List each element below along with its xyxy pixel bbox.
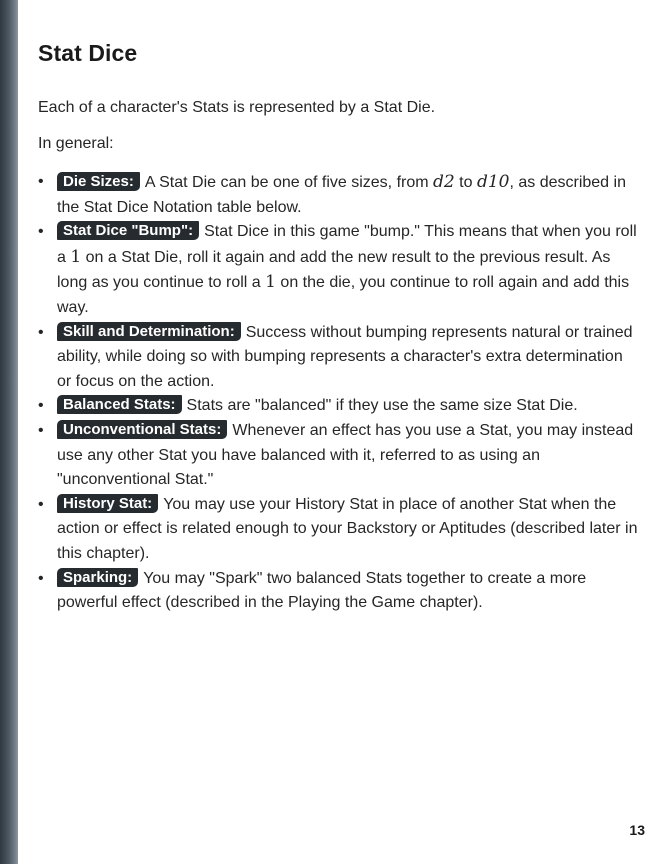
item-text: Success without bumping represents natural or trained ability, while doing so with bumping represents a character's extra determination or focus on the action. [57, 323, 633, 390]
bullet-marker: • [38, 397, 44, 415]
general-label: In general: [38, 135, 114, 152]
term-label: Skill and Determination: [57, 322, 241, 341]
term-label: History Stat: [57, 494, 158, 513]
item-text: You may "Spark" two balanced Stats together to create a more powerful effect (described in the Playing the Game chapter). [57, 569, 587, 612]
list-item-sparking [38, 567, 638, 616]
term-label: Die Sizes: [57, 172, 140, 191]
stat-rules-list [38, 170, 638, 616]
term-label: Unconventional Stats: [57, 420, 227, 439]
item-text: on a Stat Die, roll it again and add the new result to the previous result. As long as you continue to roll a [57, 248, 611, 292]
item-text: , as described in the Stat Dice Notation table below. [57, 174, 626, 216]
item-text: Stat Dice in this game "bump." This means that when you roll a [57, 223, 637, 266]
bullet-marker: • [38, 223, 44, 241]
list-item-unconventional-stats [38, 419, 638, 493]
list-item-skill-determination [38, 321, 638, 395]
bullet-marker: • [38, 421, 44, 439]
math-expression: 1 [70, 246, 82, 267]
item-text: A Stat Die can be one of five sizes, from [144, 174, 434, 191]
term-label: Balanced Stats: [57, 395, 182, 414]
math-expression: 1 [265, 272, 276, 293]
intro-paragraph: Each of a character's Stats is represented by a Stat Die. [38, 99, 436, 116]
bullet-marker: • [38, 569, 44, 587]
document-page [18, 0, 668, 864]
term-label: Sparking: [57, 568, 138, 587]
list-item-balanced-stats [38, 394, 638, 419]
list-item-die-sizes [38, 170, 638, 220]
list-item-history-stat [38, 493, 638, 567]
list-item-stat-dice-bump [38, 220, 638, 320]
math-expression: d10 [476, 172, 510, 192]
item-text: Whenever an effect has you use a Stat, you may instead use any other Stat you have balanced with it, referred to as using an "unconventional Stat." [57, 421, 634, 489]
term-label: Stat Dice "Bump": [57, 221, 199, 240]
math-expression: d2 [433, 172, 455, 192]
item-text: on the die, you continue to roll again and add this way. [57, 274, 630, 316]
bullet-marker: • [38, 173, 44, 190]
item-text: to [454, 174, 477, 191]
page-number: 13 [629, 822, 645, 838]
section-title: Stat Dice [38, 40, 138, 66]
item-text: Stats are "balanced" if they use the same size Stat Die. [186, 397, 578, 415]
item-text: You may use your History Stat in place of another Stat when the action or effect is related enough to your Backstory or Aptitudes (described later in this chapter). [57, 495, 638, 562]
bullet-marker: • [38, 495, 44, 513]
book-spine-edge [0, 0, 18, 864]
bullet-marker: • [38, 323, 44, 341]
